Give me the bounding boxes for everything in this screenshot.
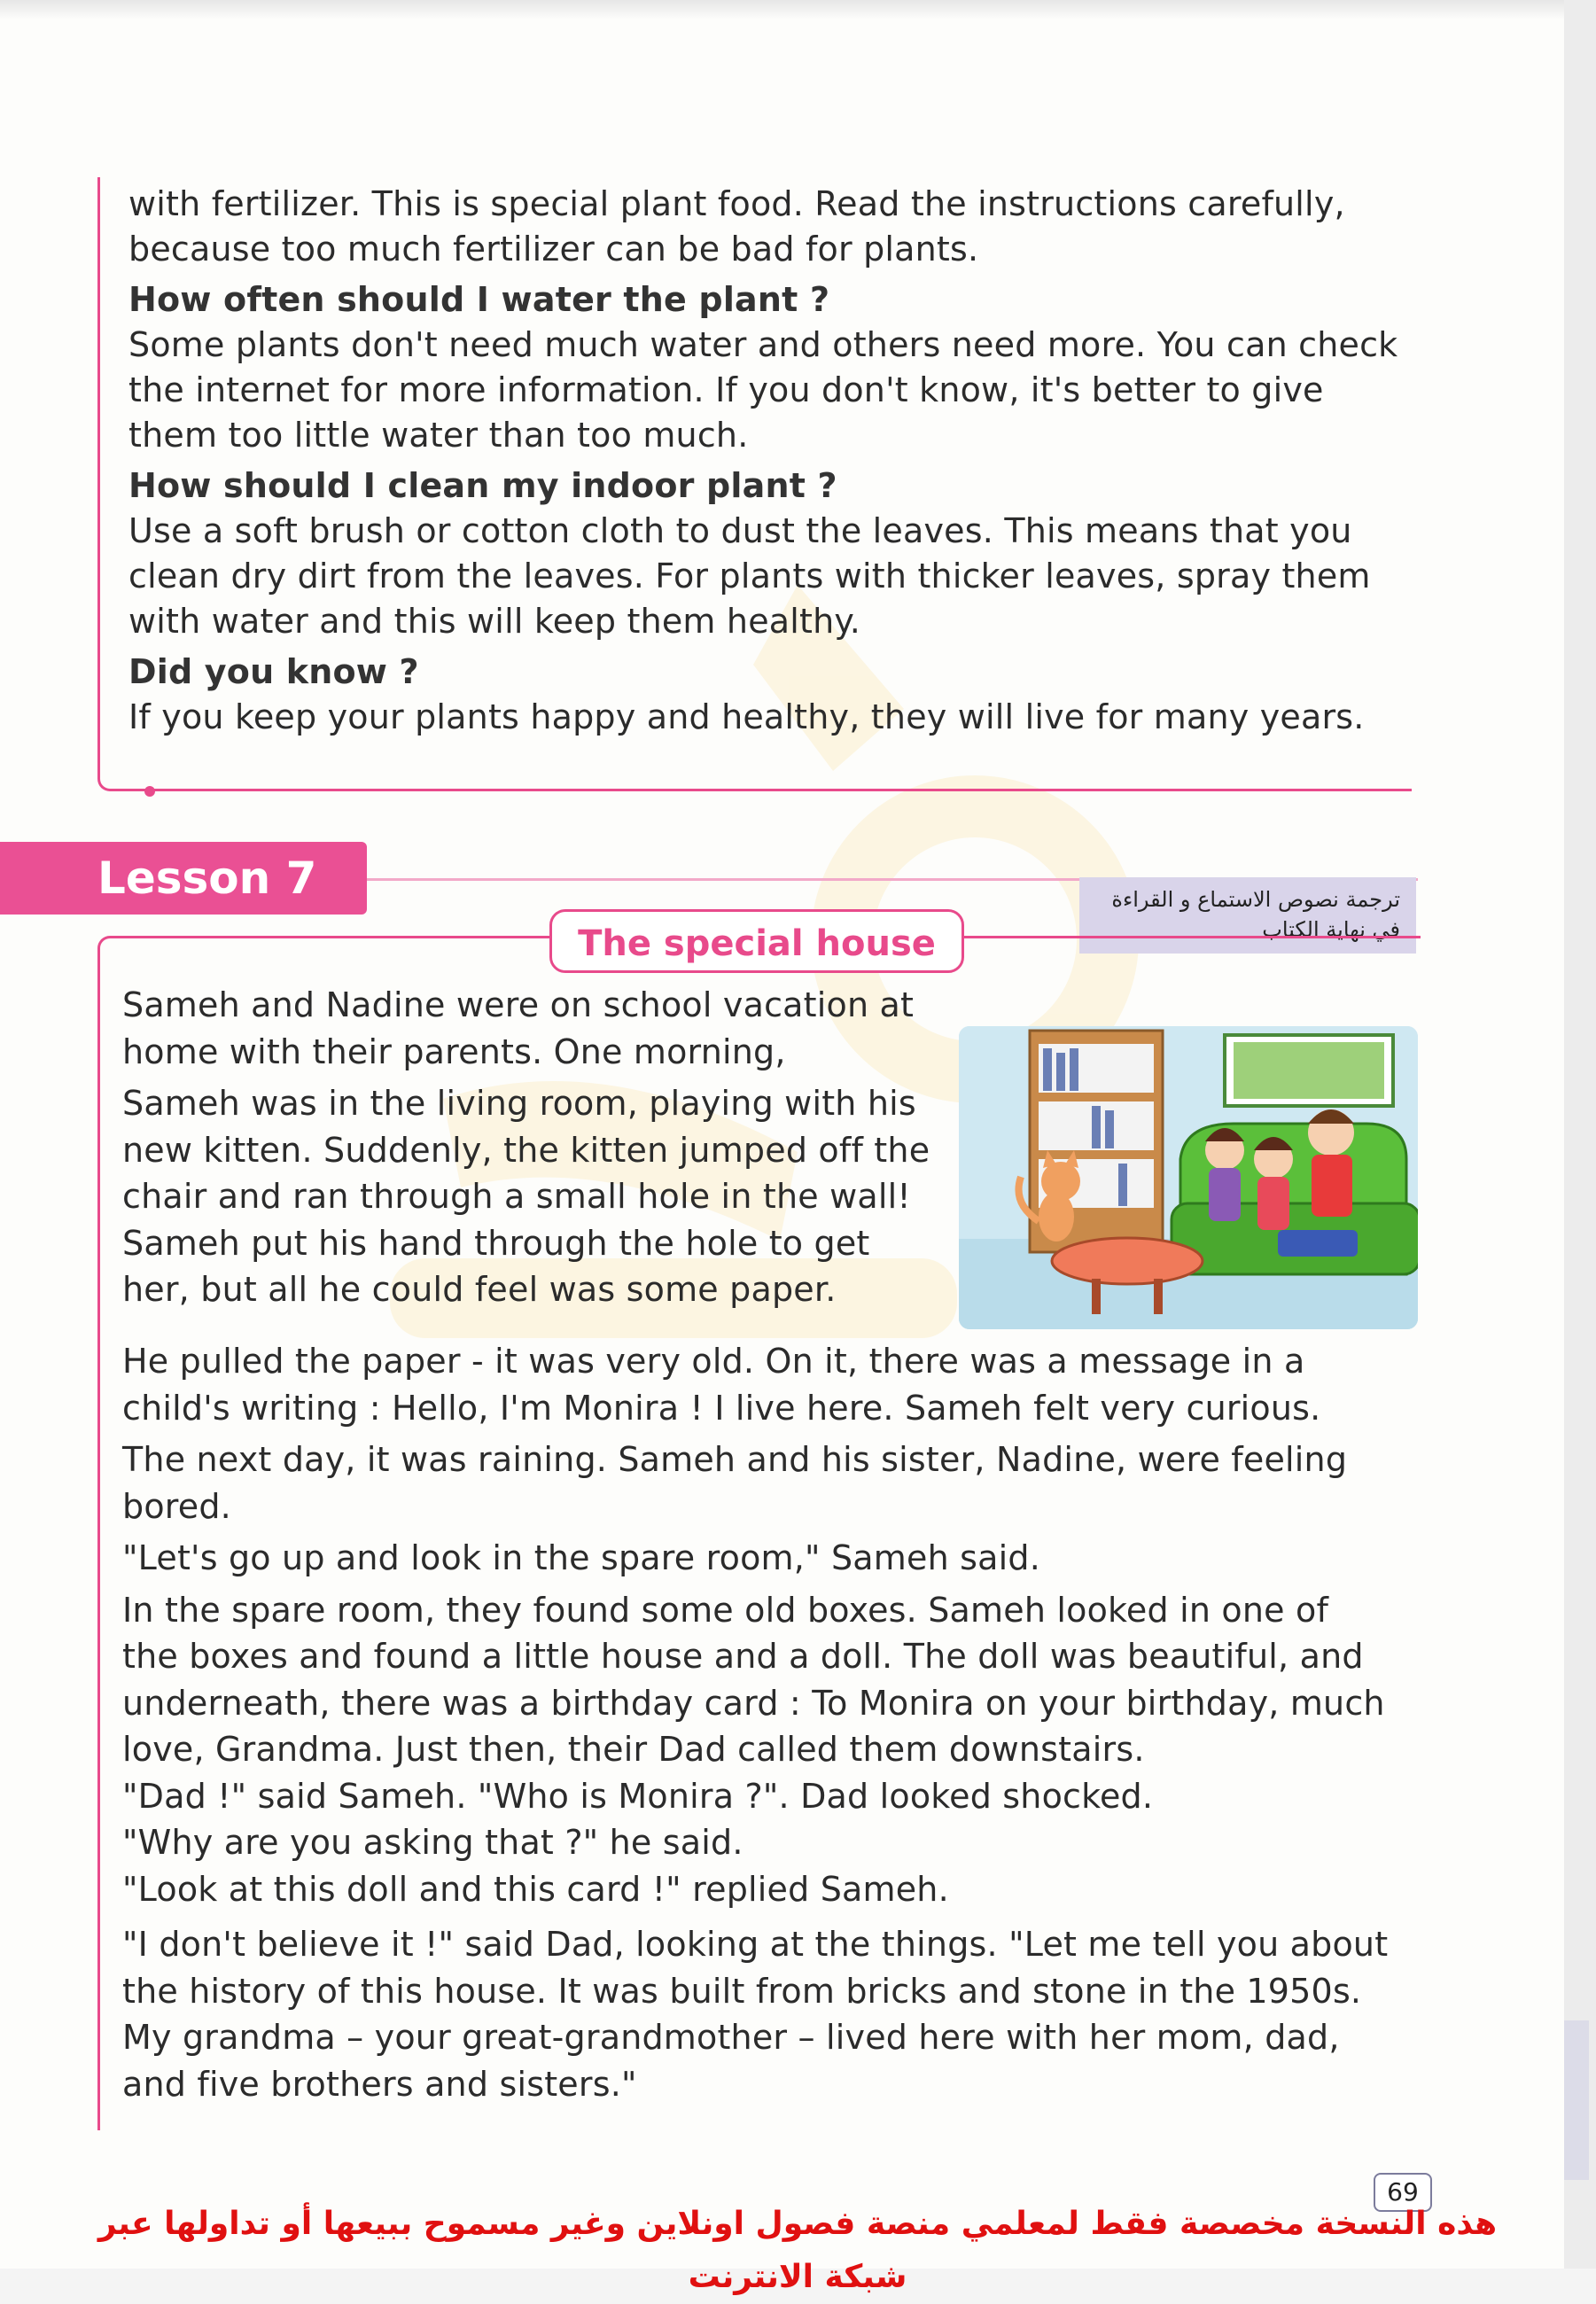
translation-note-line: في نهاية الكتاب [1262, 917, 1400, 942]
story-line: The next day, it was raining. Sameh and his sister, Nadine, were feeling [122, 1440, 1348, 1479]
translation-note-line: ترجمة نصوص الاستماع و القراءة [1111, 887, 1400, 912]
story-text-top [122, 982, 955, 1313]
side-tab [1564, 2020, 1589, 2180]
text-line: the internet for more information. If you don't know, it's better to give [128, 370, 1324, 409]
story-line: new kitten. Suddenly, the kitten jumped off the [122, 1130, 930, 1170]
story-line: "Dad !" said Sameh. "Who is Monira ?". Dad looked shocked. [122, 1776, 1154, 1816]
family-sofa-icon [959, 1026, 1418, 1329]
story-line: child's writing : Hello, I'm Monira ! I live here. Sameh felt very curious. [122, 1388, 1321, 1428]
story-line: home with their parents. One morning, [122, 1031, 786, 1071]
story-title: The special house [549, 909, 964, 973]
text-line: clean dry dirt from the leaves. For plants with thicker leaves, spray them [128, 557, 1371, 595]
story-line: "Why are you asking that ?" he said. [122, 1823, 744, 1862]
text-line: with water and this will keep them healthy. [128, 602, 860, 641]
story-text-bottom [122, 1338, 1425, 2107]
frame-end-dot [144, 786, 155, 797]
story-line: underneath, there was a birthday card : To Monira on your birthday, much [122, 1683, 1385, 1723]
story-line: love, Grandma. Just then, their Dad called them downstairs. [122, 1730, 1145, 1769]
story-line: bored. [122, 1486, 231, 1526]
story-line: "I don't believe it !" said Dad, looking at the things. "Let me tell you about [122, 1925, 1389, 1964]
text-line: If you keep your plants happy and healthy, they will live for many years. [128, 697, 1365, 736]
lesson-banner: Lesson 7 [0, 842, 367, 915]
footer-notice: هذه النسخة مخصصة فقط لمعلمي منصة فصول اونلاين وغير مسموح ببيعها أو تداولها عبر شبكة الانترنت [97, 2206, 1498, 2295]
question-heading: How often should I water the plant ? [128, 280, 830, 319]
story-line: In the spare room, they found some old boxes. Sameh looked in one of [122, 1590, 1329, 1630]
story-line: the boxes and found a little house and a doll. The doll was beautiful, and [122, 1637, 1364, 1676]
page-number: 69 [1374, 2173, 1432, 2212]
page-top-edge [0, 0, 1564, 19]
story-line: Sameh was in the living room, playing with his [122, 1084, 916, 1123]
story-line: Sameh and Nadine were on school vacation at [122, 985, 915, 1024]
question-heading: Did you know ? [128, 652, 419, 691]
story-line: her, but all he could feel was some paper. [122, 1270, 837, 1309]
story-line: "Let's go up and look in the spare room," Sameh said. [122, 1538, 1040, 1577]
story-line: My grandma – your great-grandmother – lived here with her mom, dad, [122, 2018, 1340, 2057]
text-line: with fertilizer. This is special plant food. Read the instructions carefully, [128, 184, 1345, 223]
story-line: and five brothers and sisters." [122, 2064, 637, 2104]
story-line: He pulled the paper - it was very old. On it, there was a message in a [122, 1342, 1305, 1381]
story-line: the history of this house. It was built from bricks and stone in the 1950s. [122, 1971, 1362, 2011]
upper-text [128, 182, 1431, 740]
story-line: chair and ran through a small hole in the wall! [122, 1177, 911, 1216]
story-line: "Look at this doll and this card !" replied Sameh. [122, 1869, 949, 1909]
text-line: Some plants don't need much water and others need more. You can check [128, 325, 1398, 364]
text-line: them too little water than too much. [128, 416, 749, 455]
text-line: Use a soft brush or cotton cloth to dust the leaves. This means that you [128, 511, 1352, 550]
story-line: Sameh put his hand through the hole to get [122, 1223, 870, 1263]
text-line: because too much fertilizer can be bad for plants. [128, 230, 979, 269]
right-page-strip [1564, 0, 1596, 2269]
living-room-illustration [959, 1026, 1418, 1329]
question-heading: How should I clean my indoor plant ? [128, 466, 837, 505]
